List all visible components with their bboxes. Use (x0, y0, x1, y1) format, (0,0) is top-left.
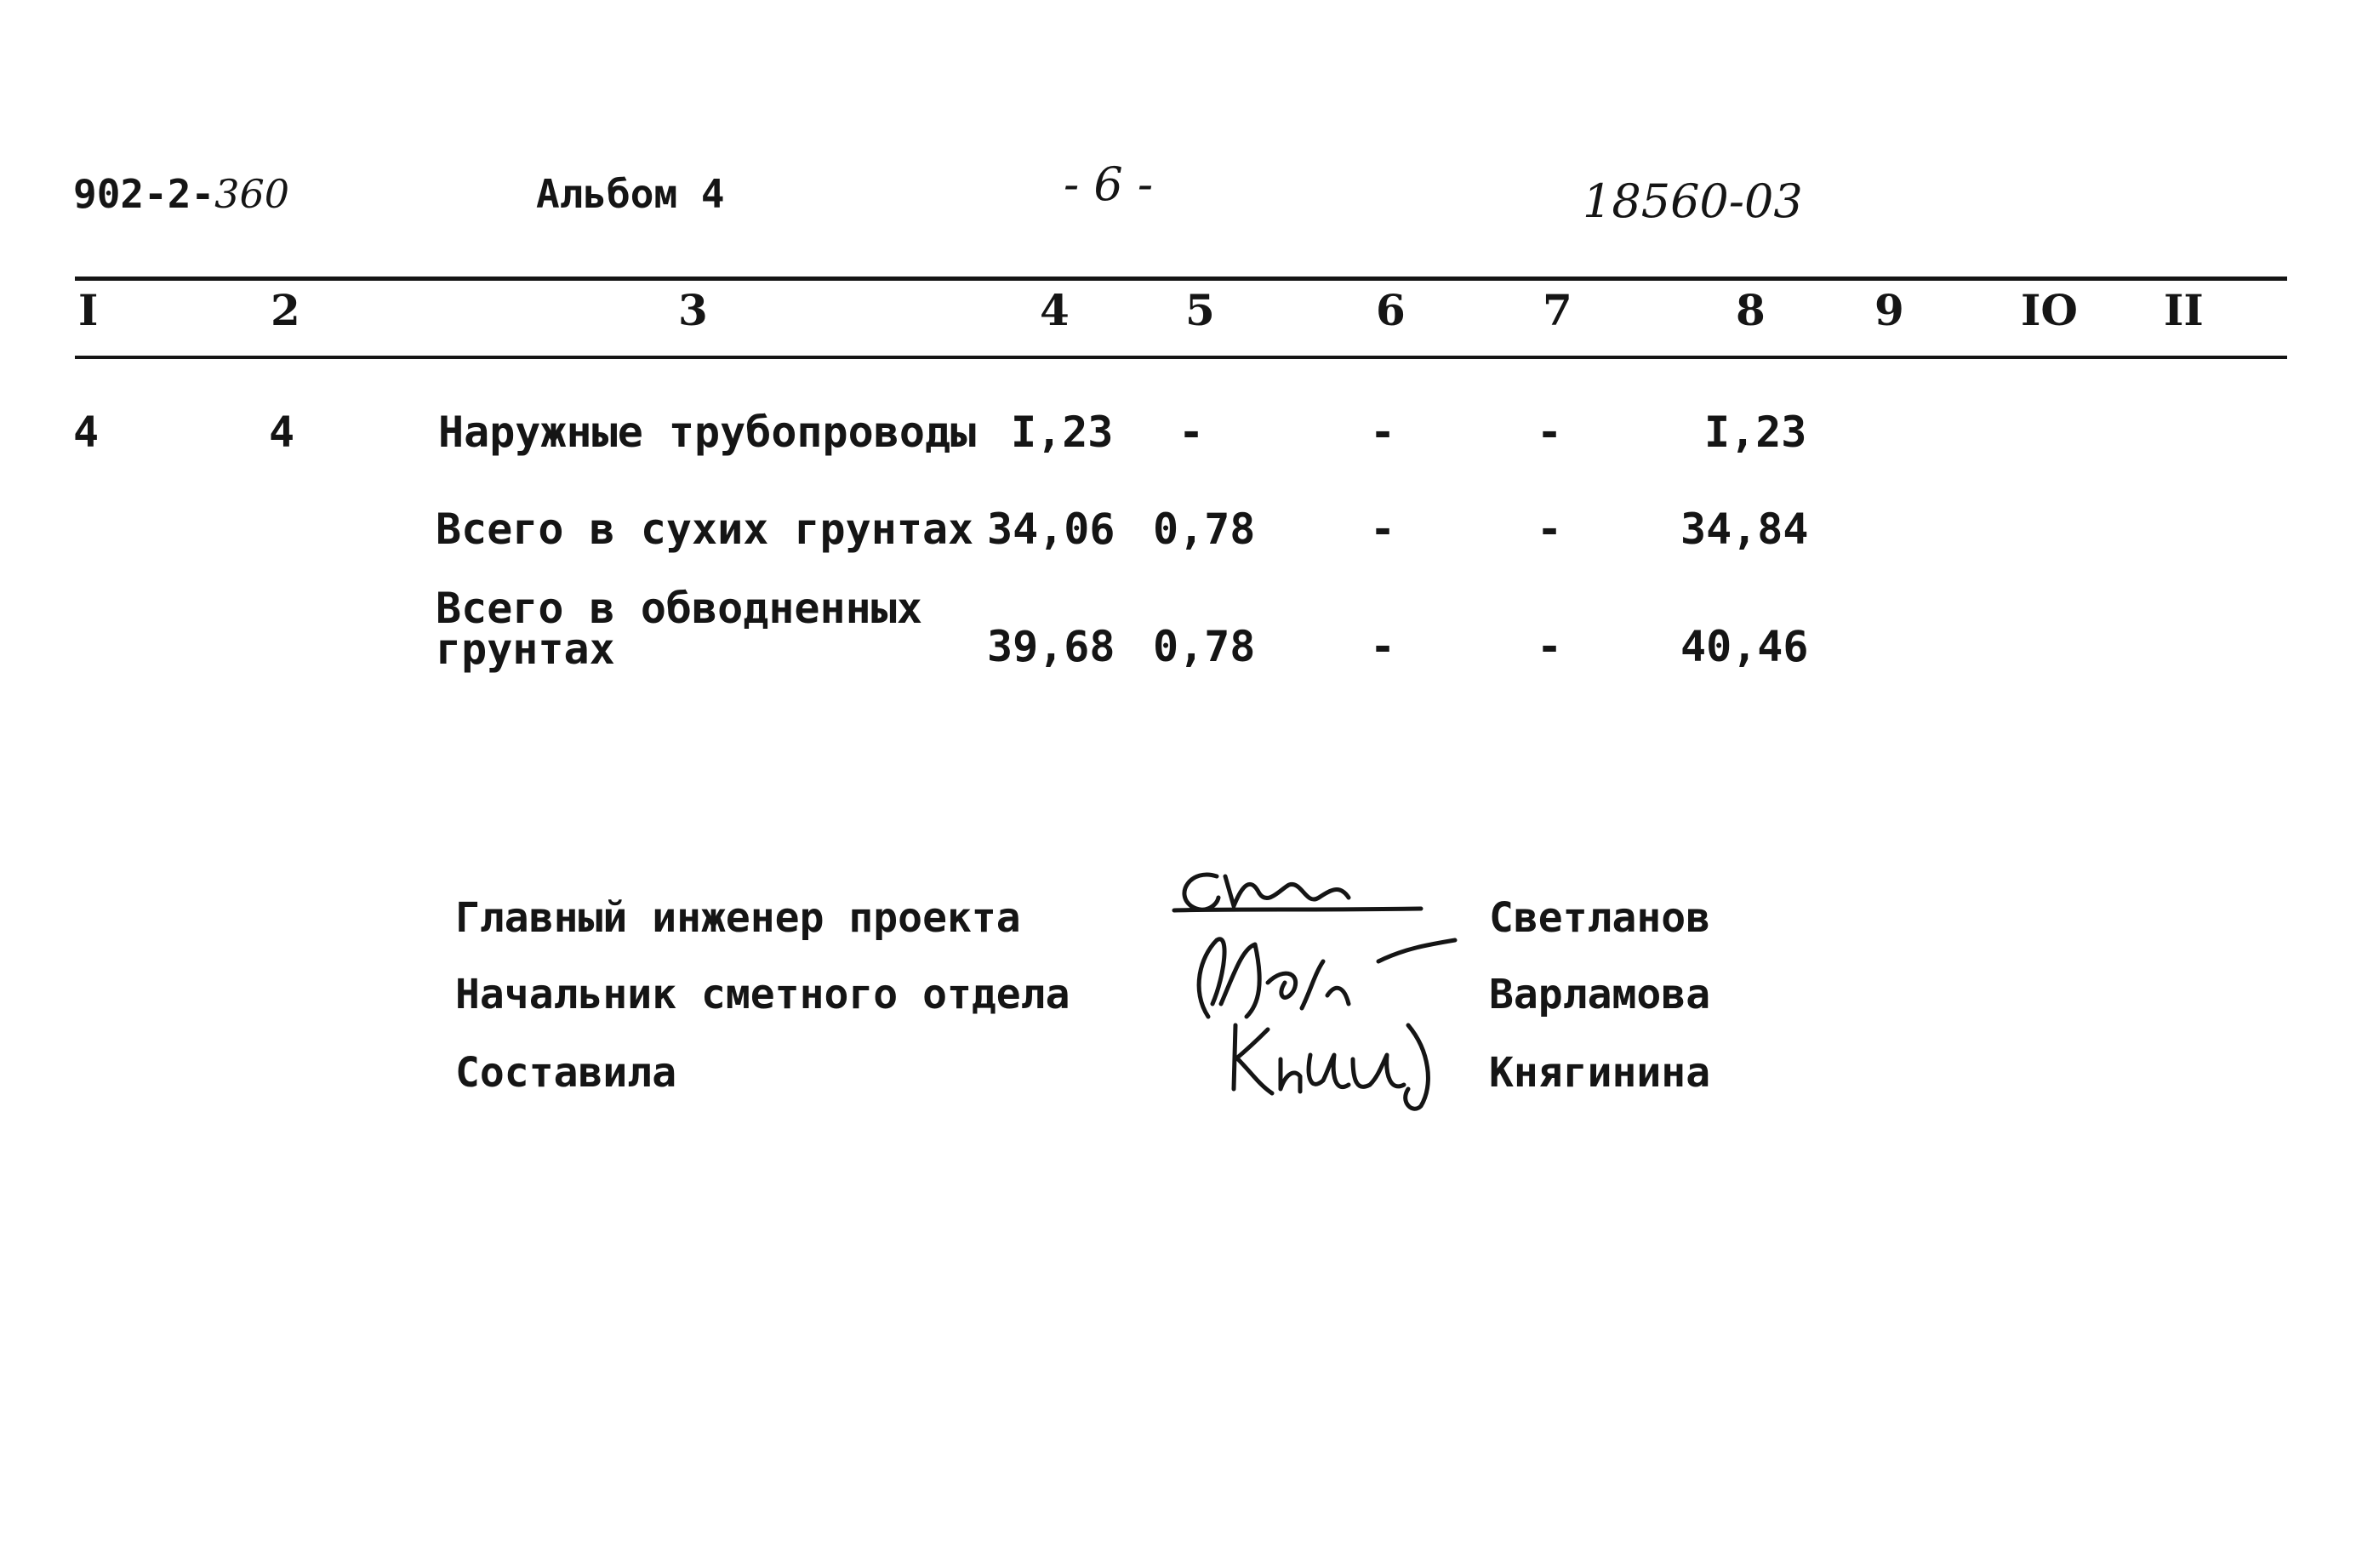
sheet-number: 18560-03 (1583, 174, 1803, 228)
doc-code-printed: 902-2- (73, 171, 215, 217)
row-col6: - (1370, 622, 1396, 671)
column-number: I (78, 285, 99, 335)
column-number: 2 (271, 285, 300, 335)
row-col7: - (1537, 408, 1563, 457)
row-col4: 34,06 (987, 505, 1115, 554)
row-col4: 39,68 (987, 622, 1115, 671)
doc-code-handwritten: 360 (214, 171, 289, 217)
row-name: Всего в сухих грунтах (436, 505, 974, 554)
row-name-line2: грунтах (436, 624, 615, 674)
row-col5: 0,78 (1153, 505, 1256, 554)
column-number: II (2164, 285, 2204, 335)
table-top-rule (75, 277, 2287, 281)
signer-role: Главный инженер проекта (455, 894, 1021, 942)
column-number: 5 (1185, 285, 1215, 335)
row-col6: - (1370, 408, 1396, 457)
signer-role: Составила (455, 1049, 677, 1097)
row-col1: 4 (73, 408, 100, 457)
column-number: 7 (1543, 285, 1572, 335)
column-number: 4 (1040, 285, 1070, 335)
row-col7: - (1537, 622, 1563, 671)
row-col4: I,23 (1011, 408, 1114, 457)
signer-name: Светланов (1489, 894, 1711, 942)
table-header-rule (75, 356, 2287, 359)
row-col7: - (1537, 505, 1563, 554)
row-name-line1: Всего в обводненных (436, 584, 922, 633)
column-number: IO (2021, 285, 2078, 335)
signer-name: Варламова (1489, 971, 1711, 1018)
page-number: - 6 - (1064, 157, 1154, 211)
row-col8: 40,46 (1680, 622, 1809, 671)
column-number: 8 (1736, 285, 1766, 335)
row-col8: 34,84 (1680, 505, 1809, 554)
column-number: 3 (678, 285, 708, 335)
row-name: Наружные трубопроводы (438, 408, 977, 457)
row-col2: 4 (269, 408, 295, 457)
row-col6: - (1370, 505, 1396, 554)
album-label: Альбом 4 (536, 171, 725, 217)
signature-knyaginina (1225, 1008, 1481, 1119)
row-col5: - (1178, 408, 1205, 457)
column-number: 6 (1376, 285, 1406, 335)
row-col5: 0,78 (1153, 622, 1256, 671)
row-col8: I,23 (1704, 408, 1807, 457)
signer-role: Начальник сметного отдела (455, 971, 1070, 1018)
doc-code (73, 171, 289, 217)
column-number: 9 (1874, 285, 1904, 335)
signer-name: Княгинина (1489, 1049, 1711, 1097)
